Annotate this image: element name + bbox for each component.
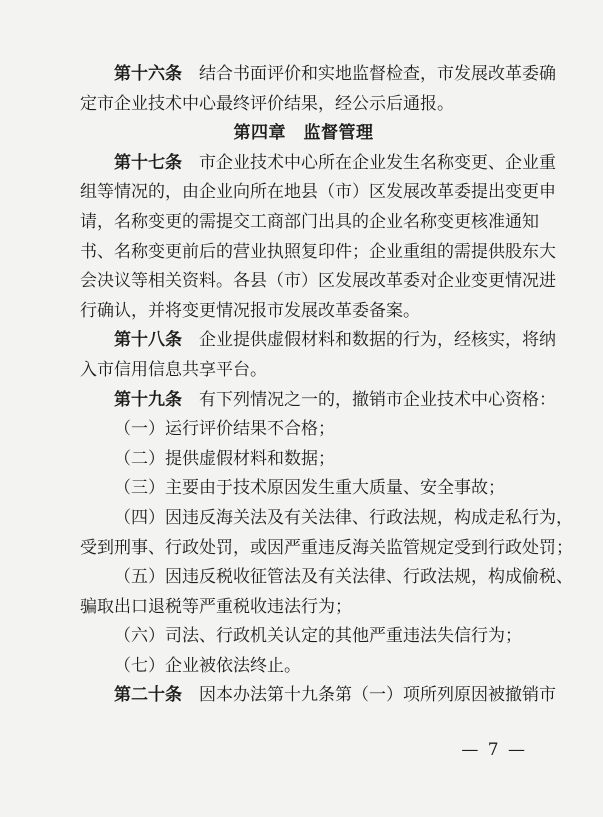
body-line: 请，名称变更的需提交工商部门出具的企业名称变更核准通知 [80,211,539,232]
line-text: 企业提供虚假材料和数据的行为，经核实，将纳 [199,330,556,351]
list-item: （四）因违反海关法及有关法律、行政法规，构成走私行为， [114,507,573,528]
body-line: 受到刑事、行政处罚，或因严重违反海关监管规定受到行政处罚； [80,537,573,558]
body-line [80,386,556,416]
article-label: 第十六条 [114,64,182,84]
list-item: （二）提供虚假材料和数据； [114,448,335,469]
article-label: 第十八条 [114,330,182,351]
line-text: 有下列情况之一的，撤销市企业技术中心资格： [199,389,556,410]
page-number: — 7 — [461,740,527,760]
line-text: 因本办法第十九条第（一）项所列原因被撤销市 [199,685,556,706]
body-line [80,326,556,356]
article-label: 第十七条 [114,152,182,173]
list-item: （一）运行评价结果不合格； [114,419,335,440]
line-text: 市企业技术中心所在企业发生名称变更、企业重 [199,152,556,173]
body-line [80,681,556,711]
list-item: （五）因违反税收征管法及有关法律、行政法规，构成偷税、 [114,567,573,588]
body-line: 定市企业技术中心最终评价结果，经公示后通报。 [80,93,454,114]
body-line [80,149,556,179]
list-item: （七）企业被依法终止。 [114,655,301,676]
list-item: （六）司法、行政机关认定的其他严重违法失信行为； [114,626,522,647]
body-line: 骗取出口退税等严重税收违法行为； [80,596,352,617]
body-line [80,60,556,90]
list-item: （三）主要由于技术原因发生重大质量、安全事故； [114,478,505,499]
body-line: 行确认，并将变更情况报市发展改革委备案。 [80,300,420,321]
chapter-heading: 第四章 监督管理 [233,123,374,144]
body-line: 入市信用信息共享平台。 [80,359,267,380]
body-line: 组等情况的，由企业向所在地县（市）区发展改革委提出变更申 [80,182,556,203]
article-label: 第十九条 [114,389,182,410]
line-text: 结合书面评价和实地监督检查，市发展改革委确 [199,64,556,84]
body-line: 书、名称变更前后的营业执照复印件；企业重组的需提供股东大 [80,241,556,262]
article-label: 第二十条 [114,685,182,706]
body-line: 会决议等相关资料。各县（市）区发展改革委对企业变更情况进 [80,271,556,292]
